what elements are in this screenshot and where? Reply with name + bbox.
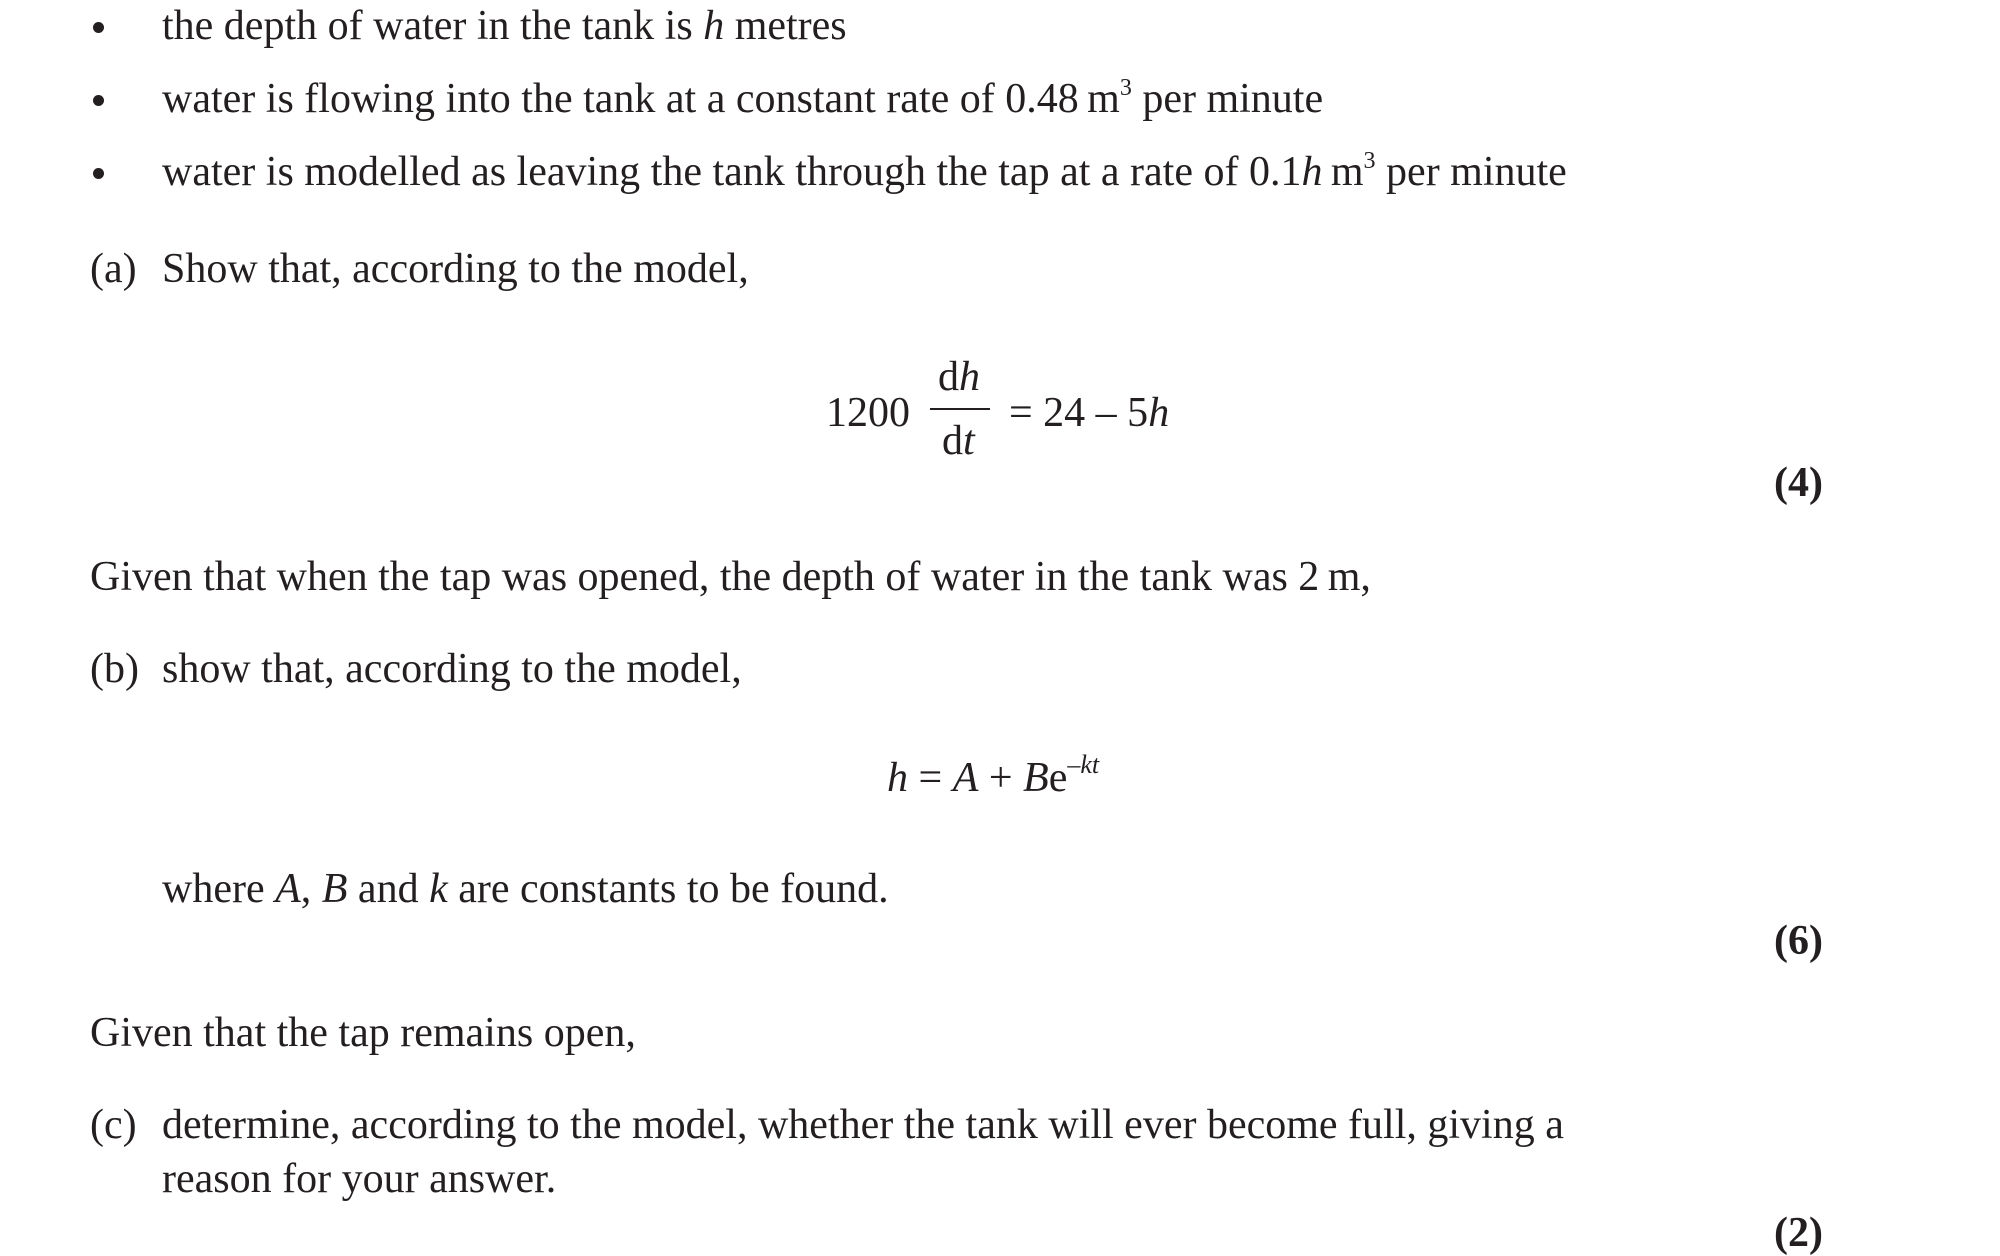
part-b-where-text: where A, B and k are constants to be found. (162, 866, 889, 912)
bullet-dot (93, 22, 104, 33)
part-b-label: (b) (90, 646, 139, 692)
part-b-text: show that, according to the model, (162, 646, 742, 692)
given-c-text: Given that the tap remains open, (90, 1010, 636, 1056)
part-c-line-1: determine, according to the model, whether the tank will ever become full, giving a (162, 1102, 1564, 1148)
equation-b: $h = A + Be^{-kt}$ (887, 750, 1100, 801)
given-b-text: Given that when the tap was opened, the depth of water in the tank was 2 m, (90, 554, 1371, 600)
part-a-label: (a) (90, 246, 137, 292)
bullet-text-2: water is flowing into the tank at a constant rate of 0.48 $m^3$ per minute (162, 75, 1324, 122)
part-a-text: Show that, according to the model, (162, 246, 749, 292)
bullet-text-3: water is modelled as leaving the tank through the tap at a rate of 0.1h $m^3$ per minute (162, 148, 1567, 195)
eq-a-rhs: = 24 – 5h (1009, 390, 1170, 436)
part-c-label: (c) (90, 1102, 137, 1148)
eq-a-denominator: dt (942, 418, 975, 464)
eq-a-coefficient: 1200 (826, 390, 910, 436)
bullet-dot (93, 168, 104, 179)
eq-a-numerator: dh (938, 354, 980, 400)
part-c-line-2: reason for your answer. (162, 1156, 557, 1202)
marks-c: (2) (1774, 1210, 1823, 1256)
marks-a: (4) (1774, 460, 1823, 506)
fraction-bar (930, 408, 990, 410)
bullet-dot (93, 95, 104, 106)
bullet-text-1: the depth of water in the tank is h metres (162, 3, 847, 49)
marks-b: (6) (1774, 918, 1823, 964)
